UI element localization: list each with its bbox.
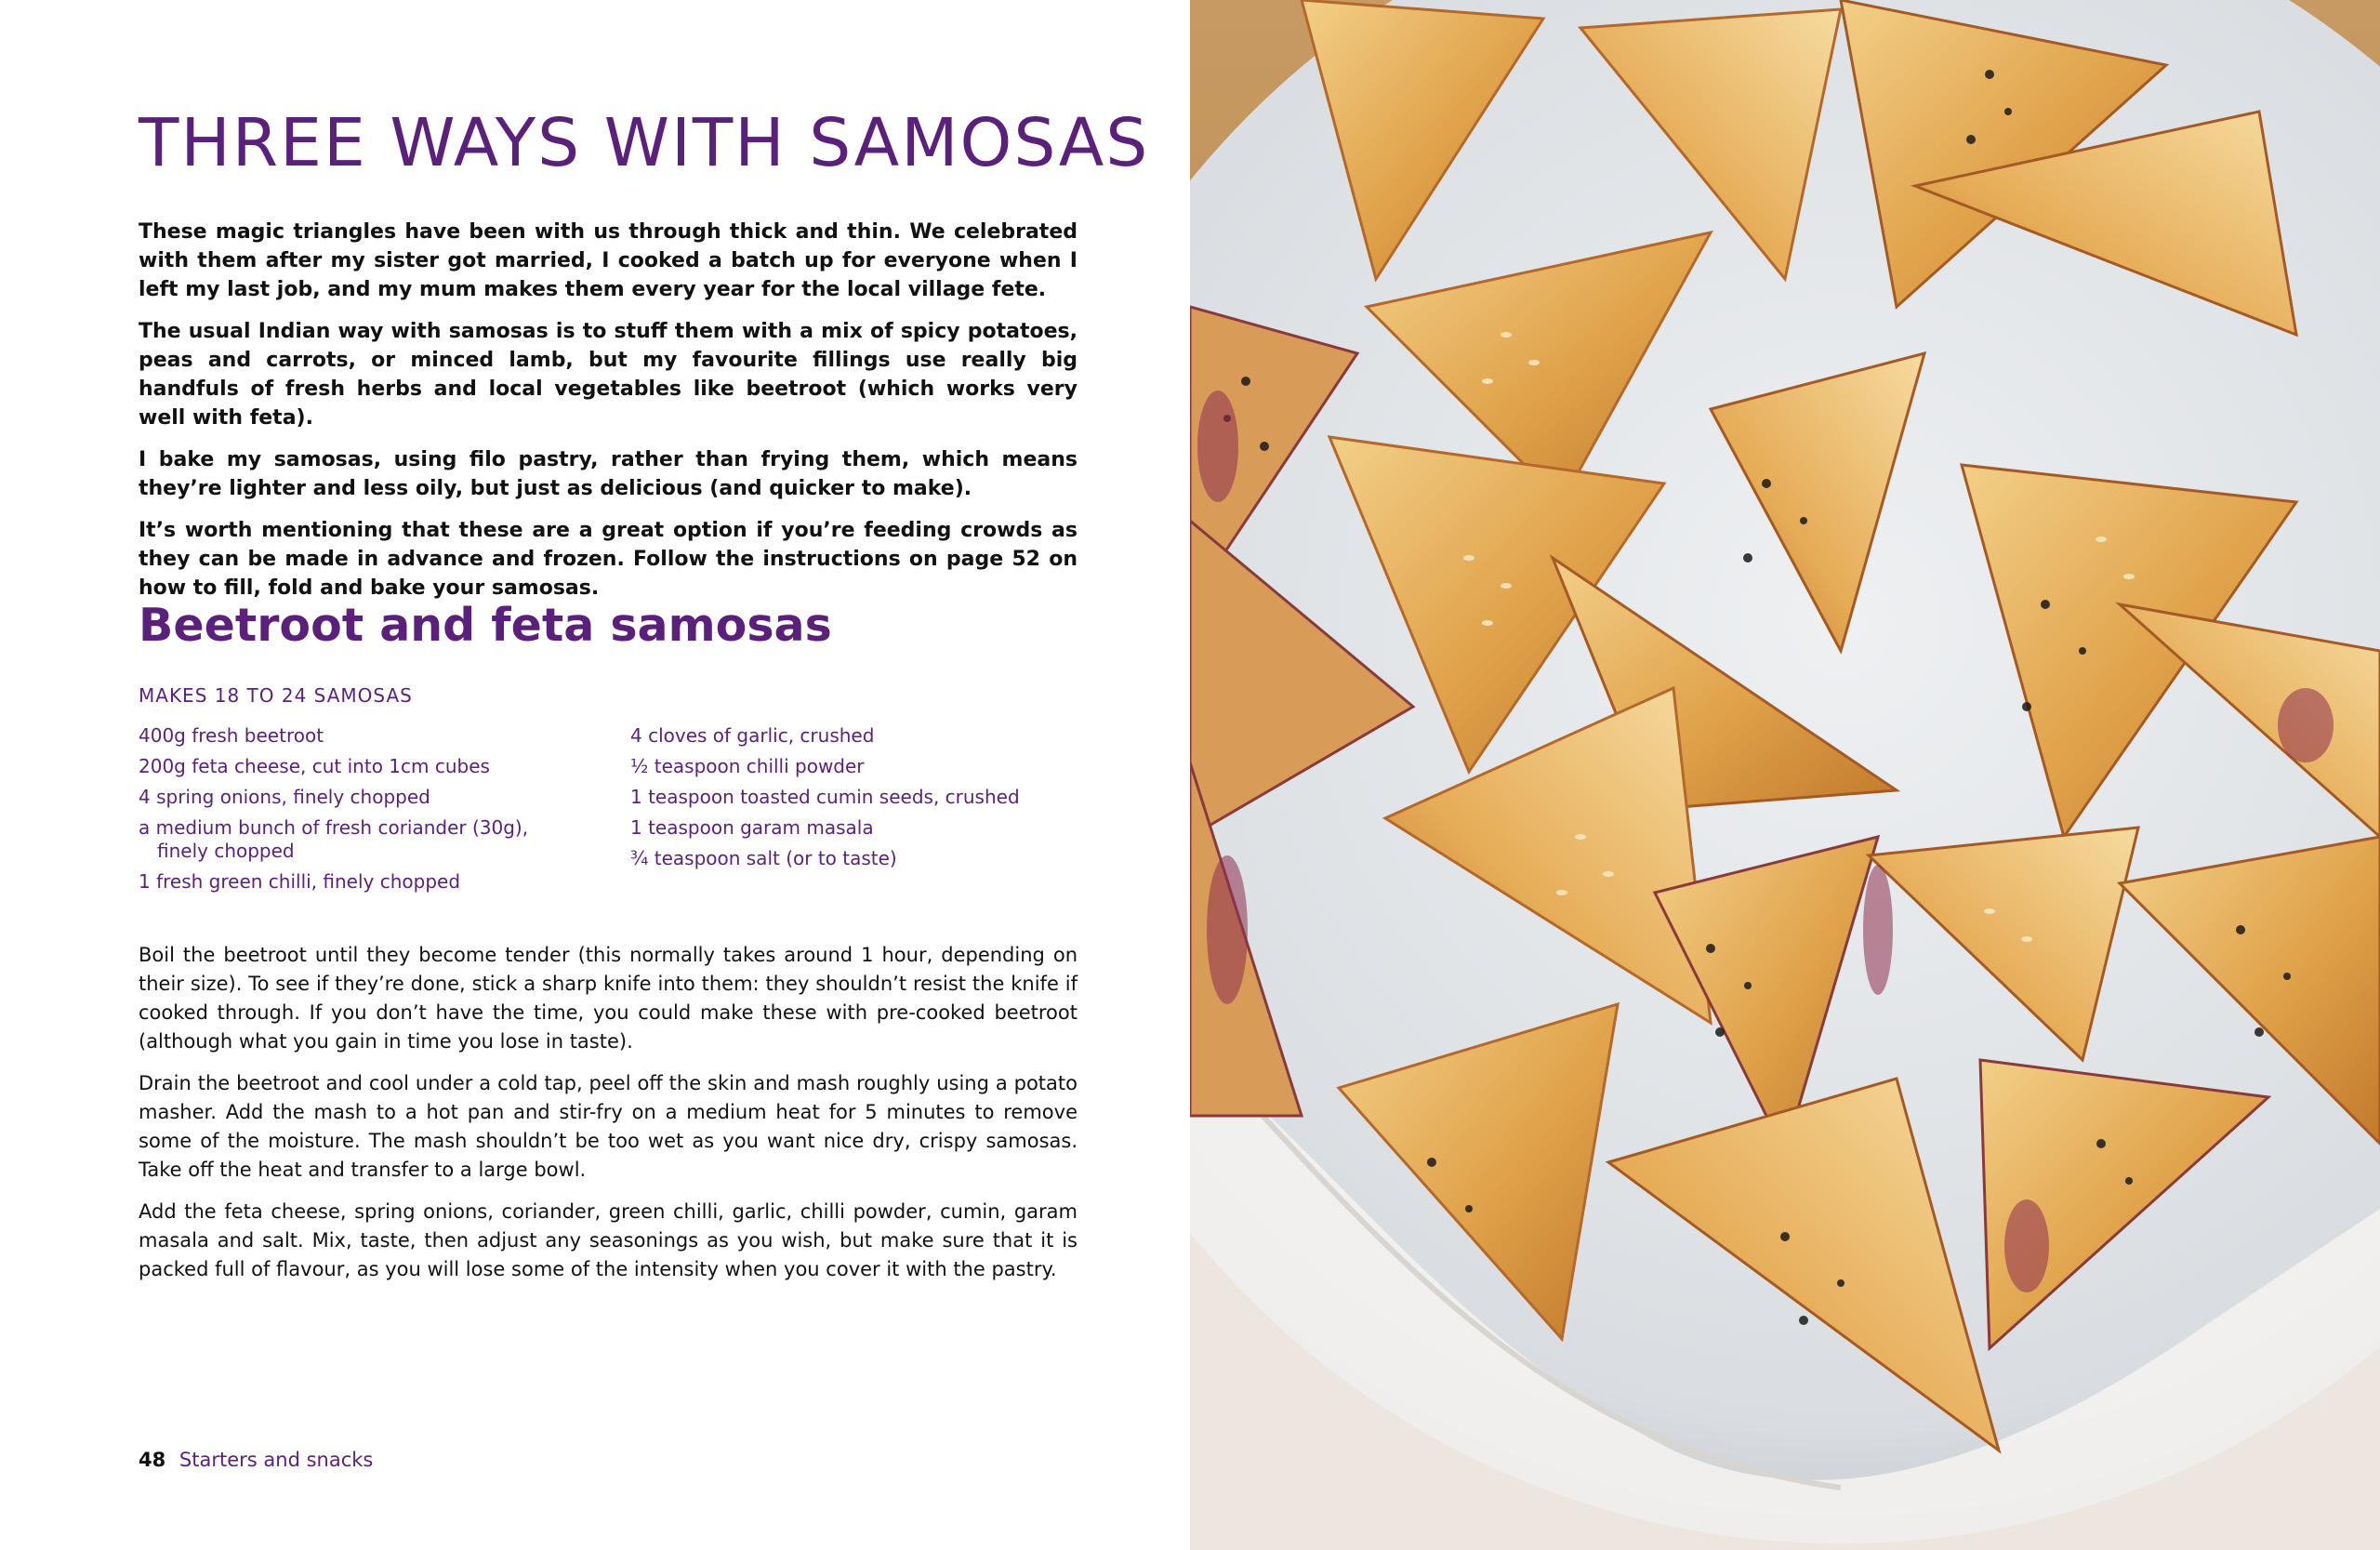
ingredient-item: 4 cloves of garlic, crushed [630, 724, 875, 747]
ingredient-item: a medium bunch of fresh coriander (30g), finely chopped [139, 816, 529, 862]
page-footer [139, 1449, 373, 1471]
ingredient-item: 1 teaspoon garam masala [630, 816, 874, 839]
samosas-on-tray-image [1190, 0, 2380, 1550]
section-name: Starters and snacks [178, 1449, 374, 1471]
intro-paragraph: I bake my samosas, using filo pastry, rather than frying them, which means they’re lighter and less oily, but just as delicious (and quicker to make). [139, 448, 1078, 500]
samosas-photo [1190, 0, 2380, 1550]
ingredients-list-right [630, 724, 1095, 878]
intro-paragraph: It’s worth mentioning that these are a great option if you’re feeding crowds as they can be made in advance and frozen. Follow the instructions on page 52 on how to fill, fold and bake your samosas. [139, 519, 1078, 600]
ingredient-item: 1 fresh green chilli, finely chopped [139, 870, 461, 893]
ingredient-item: ½ teaspoon chilli powder [630, 755, 865, 777]
ingredient-item: 1 teaspoon toasted cumin seeds, crushed [630, 786, 1020, 808]
recipe-title: Beetroot and feta samosas [139, 599, 832, 652]
ingredient-item: ¾ teaspoon salt (or to taste) [630, 847, 897, 869]
page-title: THREE WAYS WITH SAMOSAS [139, 104, 1150, 181]
ingredients-list-left [139, 724, 585, 901]
intro-paragraph: The usual Indian way with samosas is to stuff them with a mix of spicy potatoes, peas and carrots, or minced lamb, but my favourite fillings use really big handfuls of fresh herbs and local vegetables like beetroot (which works very well with feta). [139, 320, 1078, 430]
ingredient-item: 200g feta cheese, cut into 1cm cubes [139, 755, 490, 777]
intro-text [139, 218, 1078, 616]
intro-paragraph: These magic triangles have been with us through thick and thin. We celebrated with them after my sister got married, I cooked a batch up for everyone when I left my last job, and my mum makes them every year for the local village fete. [139, 220, 1078, 301]
ingredient-item: 4 spring onions, finely chopped [139, 786, 430, 808]
method-text [139, 941, 1078, 1297]
method-paragraph: Boil the beetroot until they become tender (this normally takes around 1 hour, depending on their size). To see if they’re done, stick a sharp knife into them: they shouldn’t resist the knife if cooked through. If you don’t have the time, you could make these with pre-cooked beetroot (although what you gain in time you lose in taste). [139, 944, 1078, 1053]
recipe-yield: MAKES 18 TO 24 SAMOSAS [139, 684, 413, 707]
page-number: 48 [139, 1449, 166, 1471]
method-paragraph: Add the feta cheese, spring onions, coriander, green chilli, garlic, chilli powder, cumin, garam masala and salt. Mix, taste, then adjust any seasonings as you wish, but make sure that it is packed full of flavour, as you will lose some of the intensity when you cover it with the pastry. [139, 1200, 1078, 1280]
method-paragraph: Drain the beetroot and cool under a cold tap, peel off the skin and mash roughly using a potato masher. Add the mash to a hot pan and stir-fry on a medium heat for 5 minutes to remove some of the moisture. The mash shouldn’t be too wet as you want nice dry, crispy samosas. Take off the heat and transfer to a large bowl. [139, 1072, 1078, 1181]
ingredient-item: 400g fresh beetroot [139, 724, 324, 747]
